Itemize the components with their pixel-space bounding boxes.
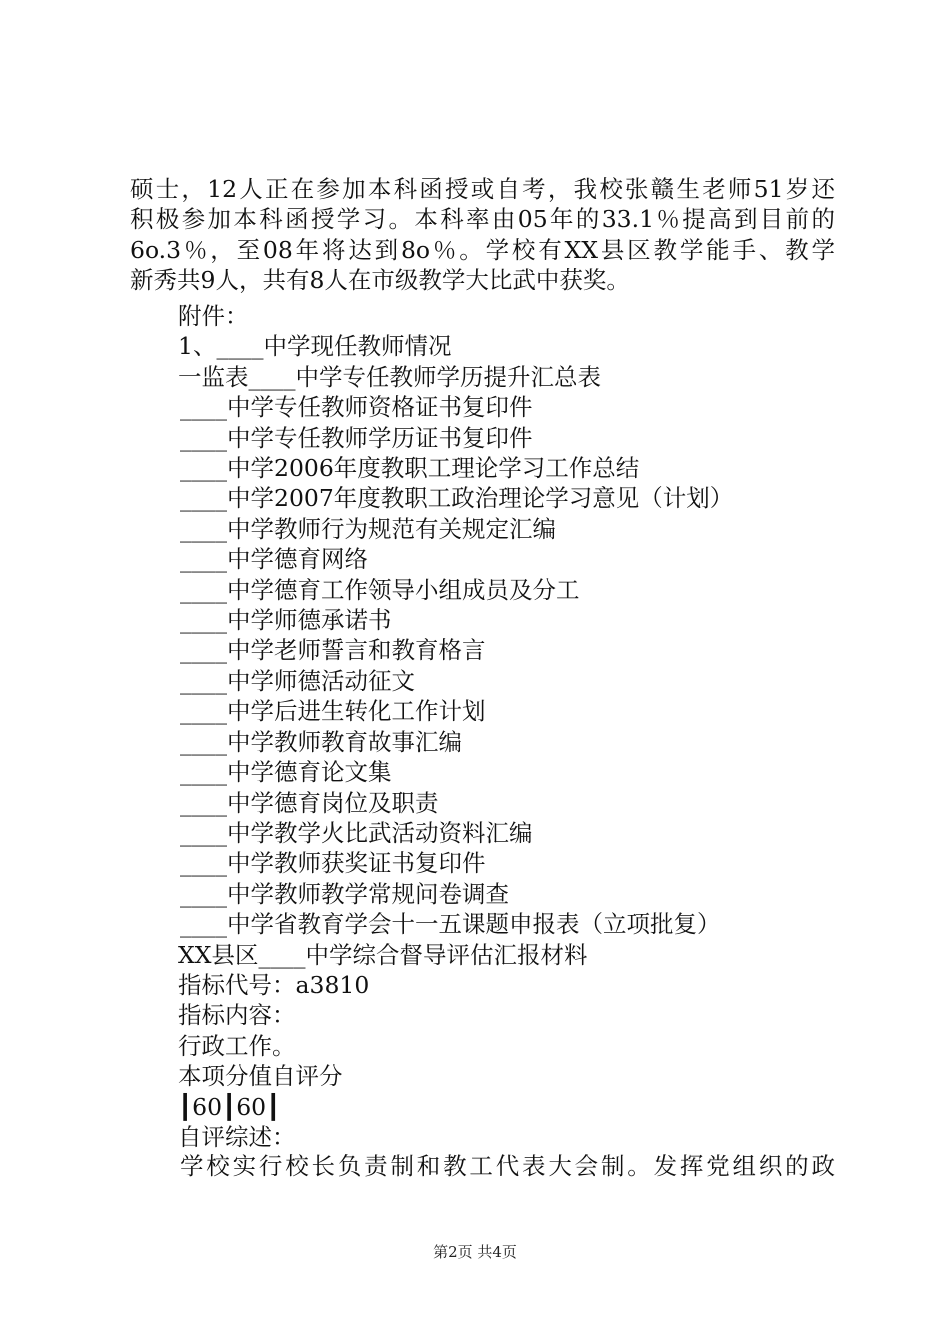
attachment-item: ____中学德育论文集 <box>180 758 392 787</box>
self-eval-label: 自评综述： <box>178 1122 296 1151</box>
attachment-item: ____中学德育工作领导小组成员及分工 <box>180 575 580 604</box>
paragraph-line: 硕士，12人正在参加本科函授或自考，我校张赣生老师51岁还 <box>130 175 835 203</box>
score-row: ┃60┃60┃ <box>178 1092 281 1121</box>
page-footer: 第2页 共4页 <box>433 1243 517 1261</box>
closing-line: 学校实行校长负责制和教工代表大会制。发挥党组织的政 <box>180 1152 835 1180</box>
attachment-item: ____中学师德承诺书 <box>180 606 392 635</box>
attachment-item: 一监表____中学专任教师学历提升汇总表 <box>178 362 601 391</box>
attachment-item: ____中学教学火比武活动资料汇编 <box>180 818 533 847</box>
attachment-item: 1、____中学现任教师情况 <box>178 332 452 361</box>
attachment-item: ____中学德育网络 <box>180 545 368 574</box>
attachment-item: ____中学教师教学常规问卷调查 <box>180 879 509 908</box>
attachment-item: ____中学专任教师资格证书复印件 <box>180 393 533 422</box>
indicator-content-label: 指标内容： <box>178 1001 296 1030</box>
attachment-item: ____中学省教育学会十一五课题申报表（立项批复） <box>180 910 721 939</box>
attachment-item: ____中学专任教师学历证书复印件 <box>180 423 533 452</box>
attachment-item: ____中学师德活动征文 <box>180 666 415 695</box>
attachment-item: ____中学2007年度教职工政治理论学习意见（计划） <box>180 484 734 513</box>
score-header: 本项分值自评分 <box>178 1062 343 1091</box>
paragraph-line: 6o.3％，至08年将达到8o％。学校有XX县区教学能手、教学 <box>130 235 835 264</box>
indicator-content: 行政工作。 <box>178 1031 296 1060</box>
paragraph-line: 新秀共9人，共有8人在市级教学大比武中获奖。 <box>130 266 630 295</box>
attachment-heading: 附件： <box>178 302 249 330</box>
attachment-item: ____中学教师教育故事汇编 <box>180 727 462 756</box>
attachment-item: ____中学2006年度教职工理论学习工作总结 <box>180 454 640 483</box>
attachment-item: ____中学德育岗位及职责 <box>180 788 439 817</box>
attachment-item: ____中学教师获奖证书复印件 <box>180 849 486 878</box>
intro-paragraph <box>130 174 835 296</box>
attachment-item: ____中学老师誓言和教育格言 <box>180 636 486 665</box>
attachment-item: ____中学教师行为规范有关规定汇编 <box>180 514 556 543</box>
attachment-list <box>178 301 733 1152</box>
report-title: XX县区____中学综合督导评估汇报材料 <box>178 940 588 969</box>
indicator-code: 指标代号：a3810 <box>178 970 370 999</box>
attachment-item: ____中学后进生转化工作计划 <box>180 697 486 726</box>
paragraph-line: 积极参加本科函授学习。本科率由05年的33.1％提高到目前的 <box>130 205 835 234</box>
